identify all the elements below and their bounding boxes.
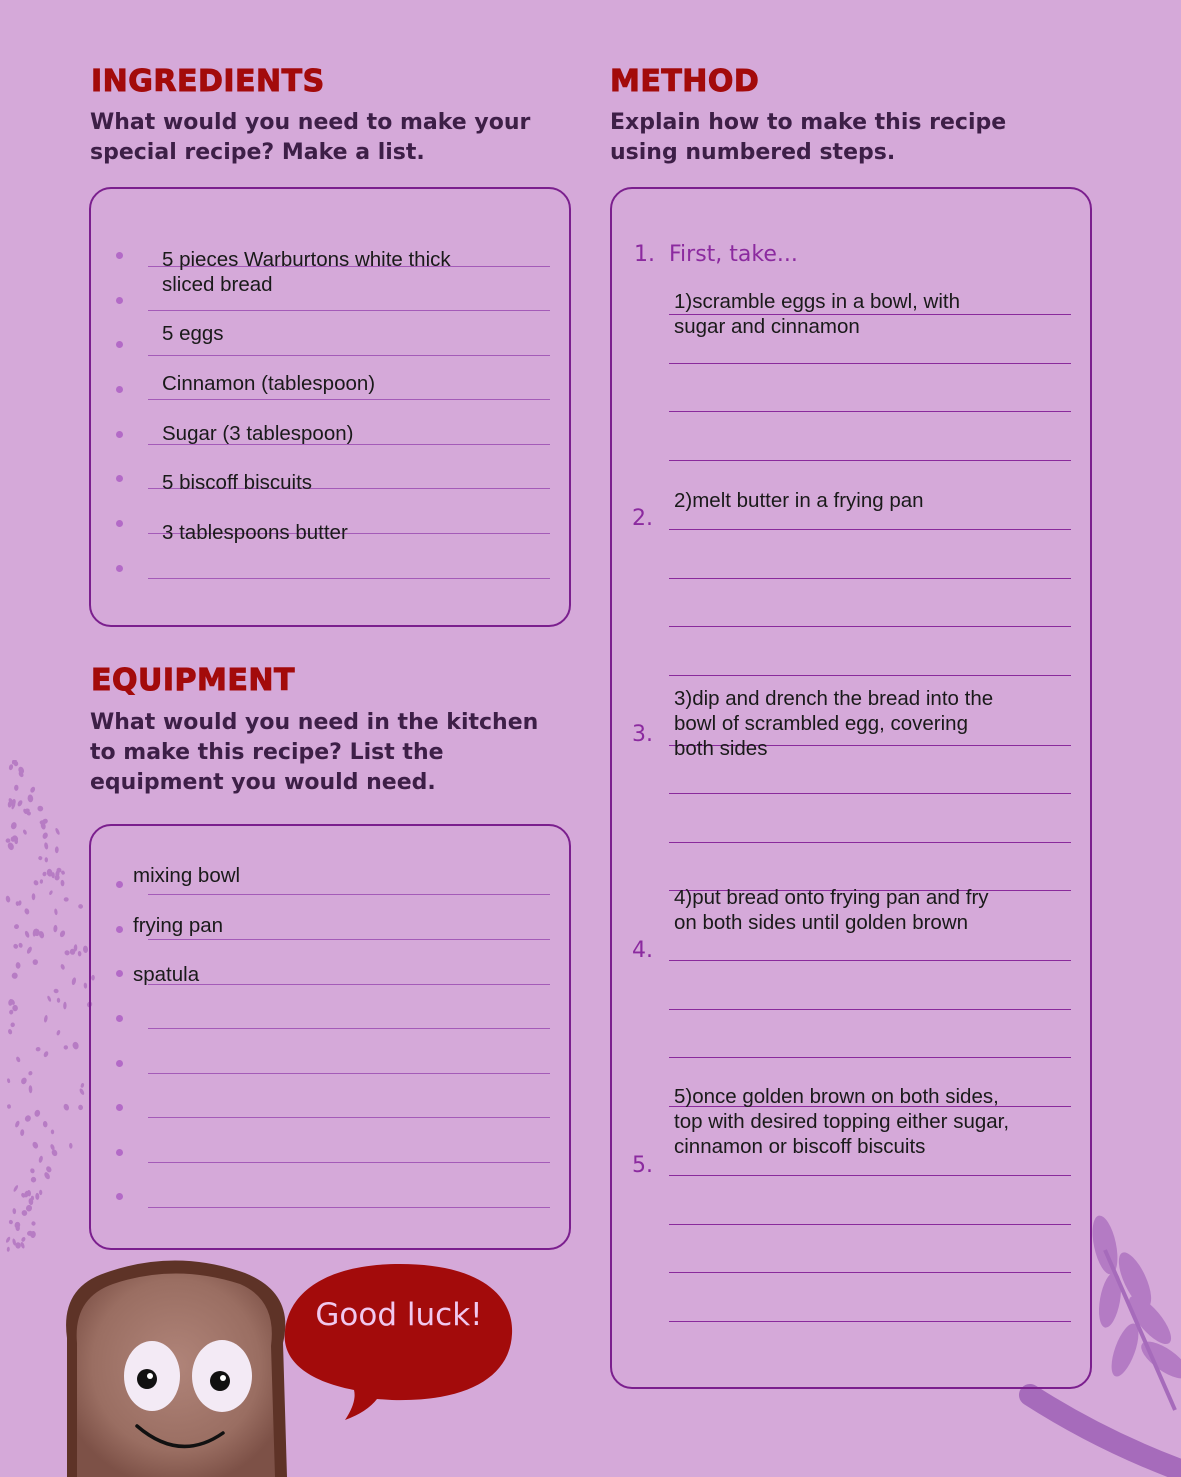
writing-line bbox=[669, 1224, 1071, 1225]
writing-line bbox=[669, 675, 1071, 676]
writing-line bbox=[148, 578, 550, 579]
bullet bbox=[116, 386, 123, 393]
method-step[interactable]: 5)once golden brown on both sides, top with desired topping either sugar, cinnamon or biscoff biscuits bbox=[674, 1085, 1010, 1158]
writing-line bbox=[669, 1175, 1071, 1176]
writing-line bbox=[669, 411, 1071, 412]
equipment-heading: EQUIPMENT bbox=[91, 663, 295, 698]
writing-line bbox=[148, 1207, 550, 1208]
writing-line bbox=[148, 1073, 550, 1074]
writing-line bbox=[669, 363, 1071, 364]
bullet bbox=[116, 1060, 123, 1067]
step-number: 4. bbox=[632, 938, 653, 963]
method-step[interactable]: 4)put bread onto frying pan and fry on both sides until golden brown bbox=[674, 886, 989, 934]
writing-line bbox=[669, 529, 1071, 530]
writing-line bbox=[148, 1028, 550, 1029]
writing-line bbox=[148, 399, 550, 400]
method-box[interactable] bbox=[610, 187, 1092, 1389]
equipment-item[interactable]: spatula bbox=[133, 963, 200, 986]
writing-line bbox=[669, 1057, 1071, 1058]
bullet bbox=[116, 341, 123, 348]
decorative-dots bbox=[0, 760, 100, 1260]
bullet bbox=[116, 1015, 123, 1022]
ingredients-box[interactable] bbox=[89, 187, 571, 627]
bullet bbox=[116, 475, 123, 482]
bullet bbox=[116, 565, 123, 572]
writing-line bbox=[148, 355, 550, 356]
writing-line bbox=[669, 842, 1071, 843]
ingredient-item[interactable]: 5 eggs bbox=[162, 322, 224, 345]
ingredient-item[interactable]: 3 tablespoons butter bbox=[162, 521, 348, 544]
speech-bubble bbox=[282, 1262, 517, 1422]
step-number: 5. bbox=[632, 1153, 653, 1178]
equipment-prompt: What would you need in the kitchen to make this recipe? List the equipment you would need. bbox=[90, 710, 539, 795]
writing-line bbox=[669, 793, 1071, 794]
bullet bbox=[116, 297, 123, 304]
writing-line bbox=[669, 626, 1071, 627]
bullet bbox=[116, 1193, 123, 1200]
method-step[interactable]: 2)melt butter in a frying pan bbox=[674, 489, 924, 512]
ingredients-prompt: What would you need to make your special recipe? Make a list. bbox=[90, 110, 531, 165]
bullet bbox=[116, 431, 123, 438]
method-step[interactable]: 1)scramble eggs in a bowl, with sugar and cinnamon bbox=[674, 290, 960, 338]
writing-line bbox=[148, 984, 550, 985]
ingredient-item[interactable]: 5 biscoff biscuits bbox=[162, 471, 313, 494]
method-heading: METHOD bbox=[610, 64, 760, 99]
step-number: 2. bbox=[632, 506, 653, 531]
bullet bbox=[116, 1104, 123, 1111]
ingredient-item[interactable]: 5 pieces Warburtons white thick sliced bread bbox=[162, 248, 451, 296]
writing-line bbox=[669, 578, 1071, 579]
step-number: 3. bbox=[632, 722, 653, 747]
equipment-box[interactable] bbox=[89, 824, 571, 1250]
ingredient-item[interactable]: Cinnamon (tablespoon) bbox=[162, 372, 376, 395]
writing-line bbox=[148, 1162, 550, 1163]
bullet bbox=[116, 970, 123, 977]
writing-line bbox=[148, 894, 550, 895]
method-prompt: Explain how to make this recipe using numbered steps. bbox=[610, 110, 1007, 165]
bullet bbox=[116, 926, 123, 933]
bullet bbox=[116, 252, 123, 259]
writing-line bbox=[669, 1009, 1071, 1010]
writing-line bbox=[148, 310, 550, 311]
ingredients-heading: INGREDIENTS bbox=[91, 64, 325, 99]
writing-line bbox=[669, 1272, 1071, 1273]
bread-mascot bbox=[55, 1258, 300, 1477]
equipment-item[interactable]: frying pan bbox=[133, 914, 224, 937]
bullet bbox=[116, 1149, 123, 1156]
writing-line bbox=[669, 1321, 1071, 1322]
writing-line bbox=[669, 960, 1071, 961]
first-take-hint: First, take... bbox=[669, 242, 798, 267]
writing-line bbox=[148, 939, 550, 940]
speech-bubble-text: Good luck! bbox=[315, 1297, 483, 1333]
ingredient-item[interactable]: Sugar (3 tablespoon) bbox=[162, 422, 354, 445]
bullet bbox=[116, 881, 123, 888]
step-number: 1. bbox=[634, 242, 655, 267]
equipment-item[interactable]: mixing bowl bbox=[133, 864, 241, 887]
method-step[interactable]: 3)dip and drench the bread into the bowl of scrambled egg, covering both sides bbox=[674, 687, 994, 760]
writing-line bbox=[669, 460, 1071, 461]
writing-line bbox=[148, 1117, 550, 1118]
bullet bbox=[116, 520, 123, 527]
